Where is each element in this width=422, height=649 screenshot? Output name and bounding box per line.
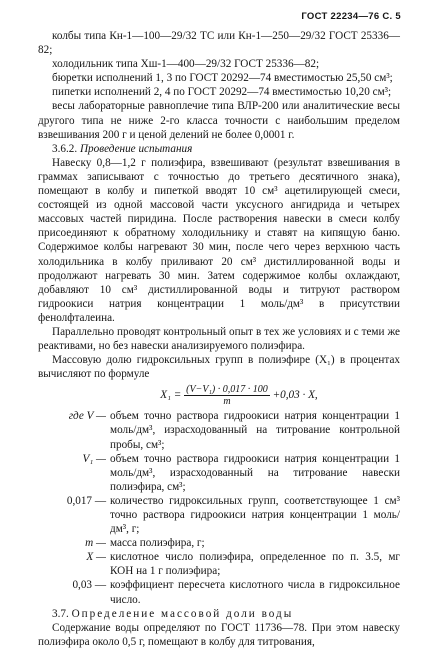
legend-definition: объем точно раствора гидроокиси натрия концентрации 1 моль/дм³, израсходованный на титрование навески полиэфира, см³; (110, 452, 400, 493)
section-number: 3.7. (52, 607, 69, 620)
section-3-7-heading (38, 607, 400, 621)
legend-symbol: V₁ — (82, 452, 106, 465)
formula-rhs: +0,03 · X, (272, 389, 318, 402)
document-body (38, 29, 400, 649)
formula-intro-paragraph: Массовую долю гидроксильных групп в полиэфире (X₁) в процентах вычисляют по формуле (38, 354, 400, 381)
formula (78, 384, 400, 406)
legend-row (38, 536, 400, 550)
formula-fraction (184, 384, 270, 407)
formula-denominator: m (223, 396, 231, 408)
legend-row (38, 578, 400, 606)
legend-row (38, 409, 400, 451)
section-number: 3.6.2. (52, 142, 78, 155)
legend-symbol: m — (85, 537, 106, 550)
formula-lhs: X₁ = (160, 389, 182, 402)
formula-numerator: (V−V₁) · 0,017 · 100 (186, 384, 268, 396)
legend-symbol: 0,03 — (72, 579, 106, 592)
legend-definition: объем точно раствора гидроокиси натрия концентрации 1 моль/дм³, израсходованный на титрование контрольной пробы, см³; (110, 410, 400, 451)
legend-row (38, 550, 400, 578)
legend-definition: коэффициент пересчета кислотного числа в гидроксильное число. (110, 579, 400, 606)
water-content-paragraph: Содержание воды определяют по ГОСТ 11736—78. При этом навеску полиэфира около 0,5 г, помещают в колбу для титрования, (38, 621, 400, 648)
legend-symbol: где V — (68, 410, 106, 423)
legend-definition: кислотное число полиэфира, определенное по п. 3.5, мг КОН на 1 г полиэфира; (110, 551, 400, 578)
formula-legend (38, 409, 400, 606)
item-flasks: колбы типа Кн-1—100—29/32 ТС или Кн-1—250—29/32 ГОСТ 25336—82; (38, 30, 400, 57)
section-title: Определение массовой доли воды (71, 607, 294, 620)
control-paragraph: Параллельно проводят контрольный опыт в тех же условиях и с теми же реактивами, но без навески анализируемого полиэфира. (38, 325, 400, 353)
legend-symbol: 0,017 — (66, 494, 106, 507)
legend-row (38, 452, 400, 494)
legend-row (38, 494, 400, 536)
legend-symbol: X — (86, 551, 106, 564)
item-scales: весы лабораторные равноплечие типа ВЛР-200 или аналитические весы другого типа не ниже 2-го класса точности с наибольшим пределом взвешивания 200 г и ценой делений не более 0,0001 г. (38, 100, 400, 141)
item-condenser: холодильник типа Хш-1—400—29/32 ГОСТ 25336—82; (52, 58, 320, 71)
procedure-paragraph: Навеску 0,8—1,2 г полиэфира, взвешивают (результат взвешивания в граммах записывают с точностью до третьего десятичного знака), помещают в колбу и пипеткой вводят 10 см³ ацетилирующей смеси, состоящей из одной массовой части уксусного ангидрида и четырех массовых частей пиридина. После растворения навески в смеси колбу присоединяют к обратному холодильнику и ставят на кипящую баню. Содержимое колбы нагревают 30 мин, после чего через верхнюю часть холодильника в колбу приливают 20 см³ дистиллированной воды и продолжают нагревать 30 мин. Затем содержимое колбы охлаждают, добавляют 10 см³ дистиллированной воды и титруют раствором гидроокиси натрия концентрации 1 моль/дм³ в присутствии фенолфталеина. (38, 156, 400, 324)
section-title: Проведение испытания (79, 142, 193, 155)
page-header: ГОСТ 22234—76 С. 5 (301, 11, 401, 22)
item-burettes: бюретки исполнений 1, 3 по ГОСТ 20292—74 вместимостью 25,50 см³; (52, 72, 393, 85)
legend-definition: масса полиэфира, г; (110, 537, 205, 550)
legend-definition: количество гидроксильных групп, соответствующее 1 см³ точно раствора гидроокиси натрия концентрации 1 моль/дм³, г; (110, 494, 400, 536)
item-pipettes: пипетки исполнений 2, 4 по ГОСТ 20292—74 вместимостью 10,20 см³; (52, 86, 392, 99)
section-3-6-2-heading (38, 142, 400, 156)
